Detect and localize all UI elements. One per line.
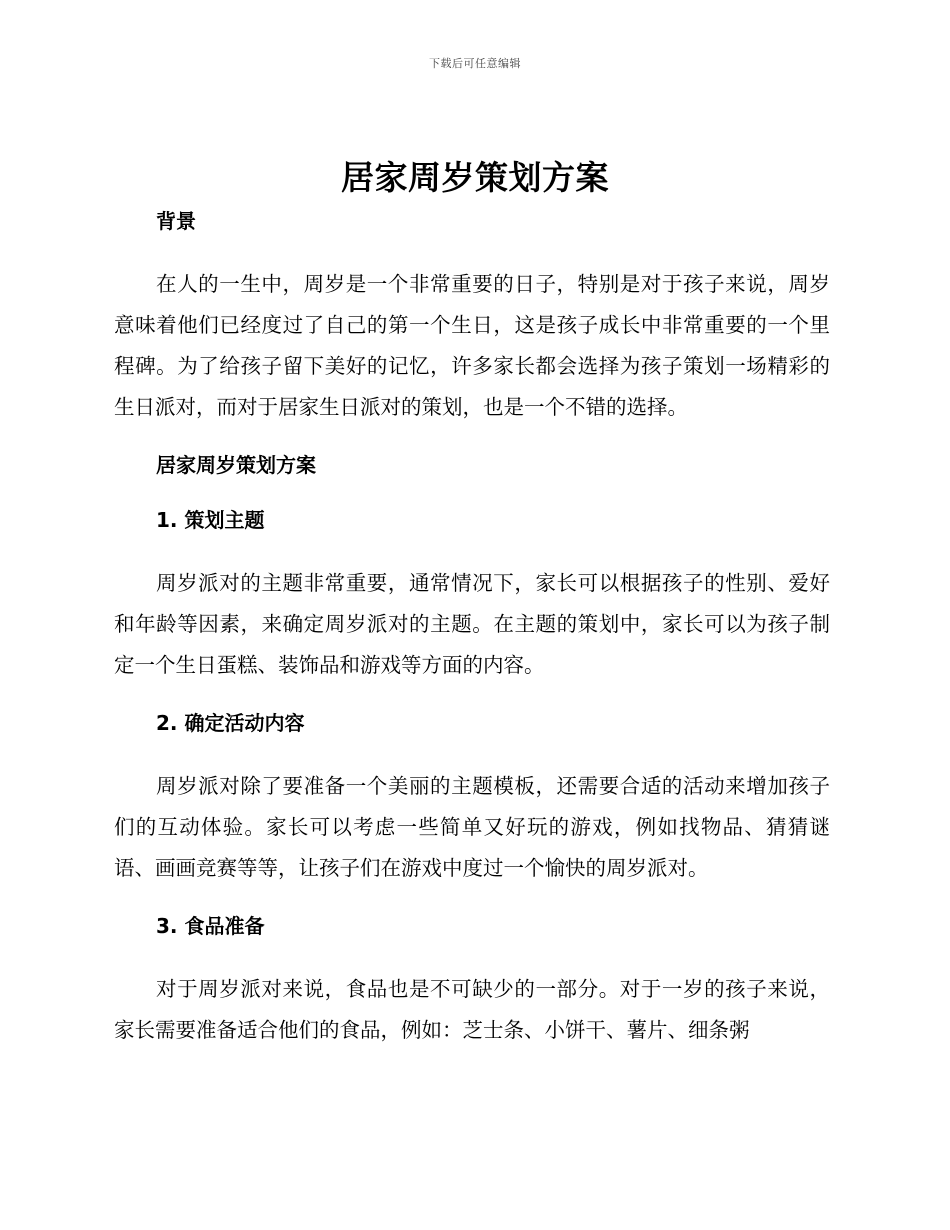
paragraph-theme: 周岁派对的主题非常重要，通常情况下，家长可以根据孩子的性别、爱好和年龄等因素，来确定周岁派对的主题。在主题的策划中，家长可以为孩子制定一个生日蛋糕、装饰品和游戏等方面的内容。 [114,571,830,677]
paragraph-background: 在人的一生中，周岁是一个非常重要的日子，特别是对于孩子来说，周岁意味着他们已经度过了自己的第一个生日，这是孩子成长中非常重要的一个里程碑。为了给孩子留下美好的记忆，许多家长都会选择为孩子策划一场精彩的生日派对，而对于居家生日派对的策划，也是一个不错的选择。 [114,272,830,419]
section-heading-activities: 2. 确定活动内容 [156,711,305,735]
header-note: 下载后可任意编辑 [429,57,521,70]
paragraph-food: 对于周岁派对来说，食品也是不可缺少的一部分。对于一岁的孩子来说，家长需要准备适合他们的食品，例如：芝士条、小饼干、薯片、细条粥 [114,977,830,1042]
paragraph-activities: 周岁派对除了要准备一个美丽的主题模板，还需要合适的活动来增加孩子们的互动体验。家长可以考虑一些简单又好玩的游戏，例如找物品、猜猜谜语、画画竞赛等等，让孩子们在游戏中度过一个愉快的周岁派对。 [114,774,830,880]
document-body [114,203,830,1051]
section-heading-theme: 1. 策划主题 [156,508,265,532]
section-heading-background: 背景 [156,209,196,233]
document-title: 居家周岁策划方案 [341,158,609,197]
section-heading-food: 3. 食品准备 [156,914,265,938]
section-heading-plan: 居家周岁策划方案 [156,453,316,477]
